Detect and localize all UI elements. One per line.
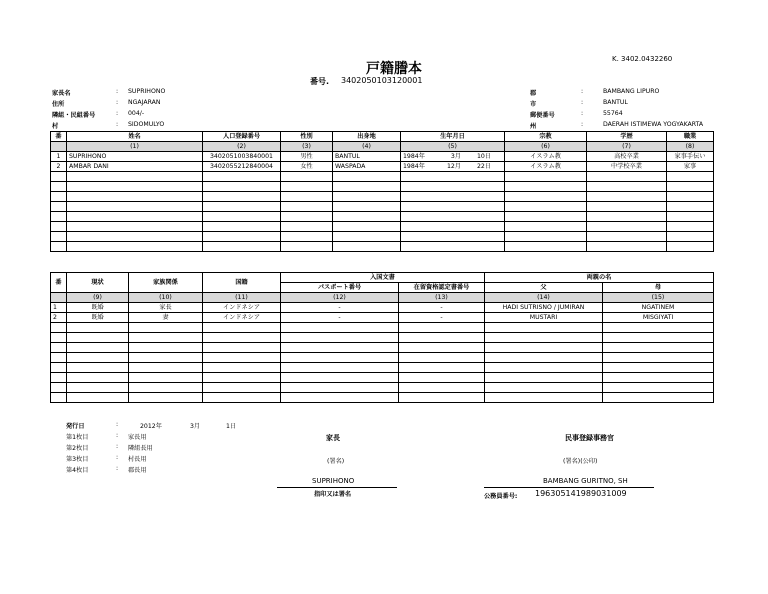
- empty-cell: [281, 323, 399, 333]
- empty-cell: [51, 182, 67, 192]
- sex-cell: 男性: [281, 152, 333, 162]
- empty-cell: [603, 383, 714, 393]
- empty-cell: [587, 242, 667, 252]
- column-header: 職業: [667, 132, 714, 142]
- signer-title: 家長: [326, 434, 340, 442]
- empty-row: [51, 353, 714, 363]
- empty-cell: [203, 373, 281, 383]
- column-header: 人口登録番号: [203, 132, 281, 142]
- empty-cell: [51, 232, 67, 242]
- empty-cell: [401, 182, 505, 192]
- empty-cell: [333, 242, 401, 252]
- empty-row: [51, 222, 714, 232]
- empty-cell: [587, 172, 667, 182]
- empty-row: [51, 182, 714, 192]
- empty-cell: [667, 222, 714, 232]
- empty-cell: [67, 393, 129, 403]
- empty-cell: [51, 393, 67, 403]
- father-cell: MUSTARI: [485, 313, 603, 323]
- household-head-value: SUPRIHONO: [128, 88, 166, 95]
- rt-rw-value: 004/-: [128, 110, 145, 117]
- marital-status-cell: 既婚: [67, 303, 129, 313]
- name-cell: SUPRIHONO: [67, 152, 203, 162]
- column-header: 父: [485, 283, 603, 293]
- number-label: 番号.: [310, 77, 330, 86]
- column-header: 学歴: [587, 132, 667, 142]
- column-number: (12): [281, 293, 399, 303]
- column-header: 国籍: [203, 273, 281, 293]
- empty-cell: [51, 363, 67, 373]
- signer-name: SUPRIHONO: [312, 477, 355, 485]
- empty-cell: [203, 172, 281, 182]
- nationality-cell: インドネシア: [203, 313, 281, 323]
- empty-cell: [505, 182, 587, 192]
- column-number: (6): [505, 142, 587, 152]
- empty-cell: [51, 383, 67, 393]
- empty-cell: [333, 202, 401, 212]
- colon: :: [581, 88, 584, 95]
- empty-cell: [67, 373, 129, 383]
- copy-label: 第4枚目: [66, 467, 89, 474]
- issue-month: 3月: [190, 423, 201, 430]
- copy-value: 隣組長用: [128, 445, 153, 452]
- empty-cell: [399, 343, 485, 353]
- village-value: SIDOMULYO: [128, 121, 165, 128]
- empty-cell: [399, 373, 485, 383]
- empty-cell: [51, 242, 67, 252]
- empty-row: [51, 373, 714, 383]
- empty-row: [51, 212, 714, 222]
- postal-code-label: 郵便番号: [530, 112, 555, 119]
- marital-status-cell: 既婚: [67, 313, 129, 323]
- empty-cell: [587, 222, 667, 232]
- empty-cell: [203, 232, 281, 242]
- empty-cell: [67, 222, 203, 232]
- empty-cell: [51, 212, 67, 222]
- signature-placeholder: (署名): [327, 458, 345, 465]
- empty-cell: [587, 232, 667, 242]
- empty-row: [51, 172, 714, 182]
- empty-cell: [67, 192, 203, 202]
- row-number: 1: [51, 303, 67, 313]
- education-cell: 高校卒業: [587, 152, 667, 162]
- empty-cell: [667, 172, 714, 182]
- empty-cell: [401, 222, 505, 232]
- colon: :: [116, 88, 119, 95]
- table-row: [51, 152, 714, 162]
- empty-cell: [485, 383, 603, 393]
- copy-value: 家長用: [128, 434, 147, 441]
- empty-cell: [603, 373, 714, 383]
- column-number: (15): [603, 293, 714, 303]
- empty-cell: [401, 242, 505, 252]
- empty-cell: [51, 222, 67, 232]
- empty-cell: [587, 202, 667, 212]
- mother-cell: MISGIYATI: [603, 313, 714, 323]
- empty-cell: [399, 383, 485, 393]
- officer-number-value: 196305141989031009: [535, 489, 627, 498]
- empty-cell: [333, 212, 401, 222]
- empty-cell: [667, 212, 714, 222]
- column-number: (10): [129, 293, 203, 303]
- column-number-row: [51, 293, 714, 303]
- issue-year: 2012年: [140, 423, 162, 430]
- document-reference: K. 3402.0432260: [612, 55, 673, 63]
- column-header: 番: [51, 273, 67, 293]
- city-value: BANTUL: [603, 99, 628, 106]
- empty-cell: [485, 323, 603, 333]
- officer-number-label: 公務員番号:: [484, 493, 518, 500]
- empty-cell: [51, 323, 67, 333]
- empty-cell: [401, 202, 505, 212]
- empty-cell: [603, 333, 714, 343]
- empty-cell: [603, 393, 714, 403]
- copy-label: 第3枚目: [66, 456, 89, 463]
- empty-cell: [67, 202, 203, 212]
- empty-cell: [281, 232, 333, 242]
- household-head-label: 家長名: [52, 90, 71, 97]
- colon: :: [116, 454, 119, 461]
- empty-cell: [203, 333, 281, 343]
- column-header: パスポート番号: [281, 283, 399, 293]
- empty-cell: [333, 222, 401, 232]
- education-cell: 中学校卒業: [587, 162, 667, 172]
- empty-cell: [333, 192, 401, 202]
- column-number: (1): [67, 142, 203, 152]
- empty-cell: [401, 212, 505, 222]
- empty-cell: [587, 182, 667, 192]
- empty-cell: [505, 232, 587, 242]
- empty-cell: [505, 242, 587, 252]
- empty-cell: [485, 363, 603, 373]
- copy-value: 郡長用: [128, 467, 147, 474]
- column-header: 母: [603, 283, 714, 293]
- document-title: 戸籍謄本: [366, 61, 422, 77]
- empty-cell: [485, 343, 603, 353]
- empty-cell: [129, 333, 203, 343]
- signature-caption: 指印又は署名: [314, 491, 352, 498]
- empty-cell: [129, 323, 203, 333]
- district-label: 郡: [530, 90, 537, 97]
- father-cell: HADI SUTRISNO / JUMIRAN: [485, 303, 603, 313]
- empty-row: [51, 363, 714, 373]
- empty-row: [51, 192, 714, 202]
- copy-value: 村長用: [128, 456, 147, 463]
- empty-row: [51, 232, 714, 242]
- empty-cell: [67, 363, 129, 373]
- family-status-table: [50, 272, 714, 403]
- empty-cell: [485, 353, 603, 363]
- empty-cell: [401, 232, 505, 242]
- table-row: [51, 313, 714, 323]
- sex-cell: 女性: [281, 162, 333, 172]
- kitas-cell: -: [399, 303, 485, 313]
- colon: :: [116, 443, 119, 450]
- table-row: [51, 303, 714, 313]
- district-value: BAMBANG LIPURO: [603, 88, 660, 95]
- colon: :: [581, 121, 584, 128]
- empty-cell: [67, 232, 203, 242]
- empty-cell: [51, 343, 67, 353]
- issue-day: 1日: [226, 423, 237, 430]
- row-number: 2: [51, 162, 67, 172]
- empty-row: [51, 393, 714, 403]
- empty-row: [51, 242, 714, 252]
- empty-cell: [603, 353, 714, 363]
- empty-cell: [401, 192, 505, 202]
- empty-cell: [203, 192, 281, 202]
- column-header: 在留資格認定書番号: [399, 283, 485, 293]
- table-row: [51, 162, 714, 172]
- birth-day: 22日: [476, 163, 491, 170]
- province-value: DAERAH ISTIMEWA YOGYAKARTA: [603, 121, 704, 128]
- empty-cell: [129, 353, 203, 363]
- column-number-row: [51, 142, 714, 152]
- empty-cell: [281, 172, 333, 182]
- empty-cell: [399, 323, 485, 333]
- column-group-header: 入国文書: [281, 273, 485, 283]
- religion-cell: イスラム教: [505, 162, 587, 172]
- empty-cell: [203, 212, 281, 222]
- empty-cell: [333, 172, 401, 182]
- empty-cell: [67, 353, 129, 363]
- column-group-header: 両親の名: [485, 273, 714, 283]
- empty-cell: [587, 212, 667, 222]
- empty-cell: [281, 333, 399, 343]
- village-label: 村: [52, 123, 59, 130]
- empty-cell: [203, 353, 281, 363]
- column-header: 番: [51, 132, 67, 142]
- signer-title: 民事登録事務官: [565, 434, 614, 442]
- empty-row: [51, 383, 714, 393]
- passport-cell: -: [281, 303, 399, 313]
- empty-cell: [51, 192, 67, 202]
- column-header: 出身地: [333, 132, 401, 142]
- copy-label: 第1枚目: [66, 434, 89, 441]
- column-number: (7): [587, 142, 667, 152]
- empty-cell: [51, 202, 67, 212]
- column-header: 現状: [67, 273, 129, 293]
- empty-cell: [505, 172, 587, 182]
- empty-cell: [505, 192, 587, 202]
- empty-cell: [333, 182, 401, 192]
- empty-cell: [67, 323, 129, 333]
- empty-cell: [203, 363, 281, 373]
- column-number: (2): [203, 142, 281, 152]
- nik-cell: 3402055212840004: [203, 162, 281, 172]
- empty-cell: [333, 232, 401, 242]
- postal-code-value: 55764: [603, 110, 623, 117]
- birth-day: 10日: [476, 153, 491, 160]
- empty-cell: [203, 182, 281, 192]
- empty-cell: [203, 323, 281, 333]
- empty-cell: [281, 353, 399, 363]
- column-number: (5): [401, 142, 505, 152]
- empty-cell: [129, 343, 203, 353]
- row-number: 1: [51, 152, 67, 162]
- empty-cell: [281, 202, 333, 212]
- birth-month: 3月: [450, 153, 461, 160]
- birth-year: 1984年: [403, 153, 425, 160]
- address-label: 住所: [52, 101, 65, 108]
- empty-cell: [505, 222, 587, 232]
- empty-cell: [129, 393, 203, 403]
- issue-date-label: 発行日: [66, 423, 85, 430]
- empty-cell: [281, 343, 399, 353]
- colon: :: [581, 110, 584, 117]
- column-number: (13): [399, 293, 485, 303]
- empty-cell: [281, 222, 333, 232]
- column-header: 家族関係: [129, 273, 203, 293]
- family-members-table: [50, 131, 714, 252]
- birthplace-cell: WASPADA: [333, 162, 401, 172]
- empty-cell: [129, 373, 203, 383]
- relation-cell: 妻: [129, 313, 203, 323]
- empty-cell: [505, 212, 587, 222]
- empty-cell: [281, 242, 333, 252]
- empty-cell: [51, 373, 67, 383]
- column-number: (3): [281, 142, 333, 152]
- colon: :: [116, 110, 119, 117]
- empty-cell: [281, 393, 399, 403]
- empty-cell: [281, 373, 399, 383]
- column-number: [51, 142, 67, 152]
- column-header: 姓名: [67, 132, 203, 142]
- empty-row: [51, 343, 714, 353]
- empty-cell: [203, 202, 281, 212]
- empty-cell: [667, 182, 714, 192]
- empty-cell: [603, 343, 714, 353]
- passport-cell: -: [281, 313, 399, 323]
- empty-cell: [281, 212, 333, 222]
- empty-cell: [281, 192, 333, 202]
- name-cell: AMBAR DANI: [67, 162, 203, 172]
- empty-cell: [203, 343, 281, 353]
- empty-cell: [281, 182, 333, 192]
- signature-placeholder: (署名)(公印): [563, 458, 598, 465]
- empty-cell: [67, 182, 203, 192]
- colon: :: [116, 421, 119, 428]
- empty-row: [51, 202, 714, 212]
- empty-cell: [485, 333, 603, 343]
- empty-cell: [129, 383, 203, 393]
- empty-cell: [587, 192, 667, 202]
- signature-line: [484, 487, 654, 488]
- empty-cell: [203, 383, 281, 393]
- empty-cell: [399, 363, 485, 373]
- empty-cell: [603, 323, 714, 333]
- empty-cell: [67, 333, 129, 343]
- empty-cell: [485, 393, 603, 403]
- column-number: (9): [67, 293, 129, 303]
- empty-cell: [485, 373, 603, 383]
- colon: :: [116, 121, 119, 128]
- column-number: [51, 293, 67, 303]
- colon: :: [116, 99, 119, 106]
- table-header-row: [51, 132, 714, 142]
- number-value: 3402050103120001: [341, 76, 423, 85]
- column-number: (4): [333, 142, 401, 152]
- empty-cell: [51, 353, 67, 363]
- empty-cell: [203, 222, 281, 232]
- religion-cell: イスラム教: [505, 152, 587, 162]
- signature-line: [277, 487, 397, 488]
- empty-cell: [401, 172, 505, 182]
- nationality-cell: インドネシア: [203, 303, 281, 313]
- table-header-row: [51, 273, 714, 283]
- empty-cell: [399, 353, 485, 363]
- empty-cell: [129, 363, 203, 373]
- column-header: 宗教: [505, 132, 587, 142]
- column-header: 性別: [281, 132, 333, 142]
- birthdate-cell: [401, 162, 505, 172]
- empty-row: [51, 323, 714, 333]
- empty-cell: [505, 202, 587, 212]
- rt-rw-label: 隣組・民組番号: [52, 112, 96, 119]
- occupation-cell: 家事手伝い: [667, 152, 714, 162]
- relation-cell: 家長: [129, 303, 203, 313]
- city-label: 市: [530, 101, 537, 108]
- empty-cell: [67, 242, 203, 252]
- empty-cell: [67, 383, 129, 393]
- birthdate-cell: [401, 152, 505, 162]
- empty-cell: [67, 343, 129, 353]
- copy-label: 第2枚目: [66, 445, 89, 452]
- birth-year: 1984年: [403, 163, 425, 170]
- empty-row: [51, 333, 714, 343]
- empty-cell: [603, 363, 714, 373]
- occupation-cell: 家事: [667, 162, 714, 172]
- mother-cell: NGATINEM: [603, 303, 714, 313]
- column-number: (14): [485, 293, 603, 303]
- birthplace-cell: BANTUL: [333, 152, 401, 162]
- kitas-cell: -: [399, 313, 485, 323]
- empty-cell: [667, 242, 714, 252]
- empty-cell: [51, 333, 67, 343]
- empty-cell: [51, 172, 67, 182]
- colon: :: [116, 465, 119, 472]
- column-number: (8): [667, 142, 714, 152]
- empty-cell: [399, 393, 485, 403]
- empty-cell: [399, 333, 485, 343]
- row-number: 2: [51, 313, 67, 323]
- empty-cell: [281, 383, 399, 393]
- birth-month: 12月: [446, 163, 461, 170]
- province-label: 州: [530, 123, 537, 130]
- signer-name: BAMBANG GURITNO, SH: [543, 477, 628, 485]
- empty-cell: [67, 172, 203, 182]
- empty-cell: [667, 202, 714, 212]
- nik-cell: 3402051003840001: [203, 152, 281, 162]
- empty-cell: [203, 242, 281, 252]
- address-value: NGAJARAN: [128, 99, 161, 106]
- colon: :: [581, 99, 584, 106]
- empty-cell: [67, 212, 203, 222]
- empty-cell: [281, 363, 399, 373]
- empty-cell: [667, 232, 714, 242]
- column-number: (11): [203, 293, 281, 303]
- column-header: 生年月日: [401, 132, 505, 142]
- empty-cell: [203, 393, 281, 403]
- colon: :: [116, 432, 119, 439]
- empty-cell: [667, 192, 714, 202]
